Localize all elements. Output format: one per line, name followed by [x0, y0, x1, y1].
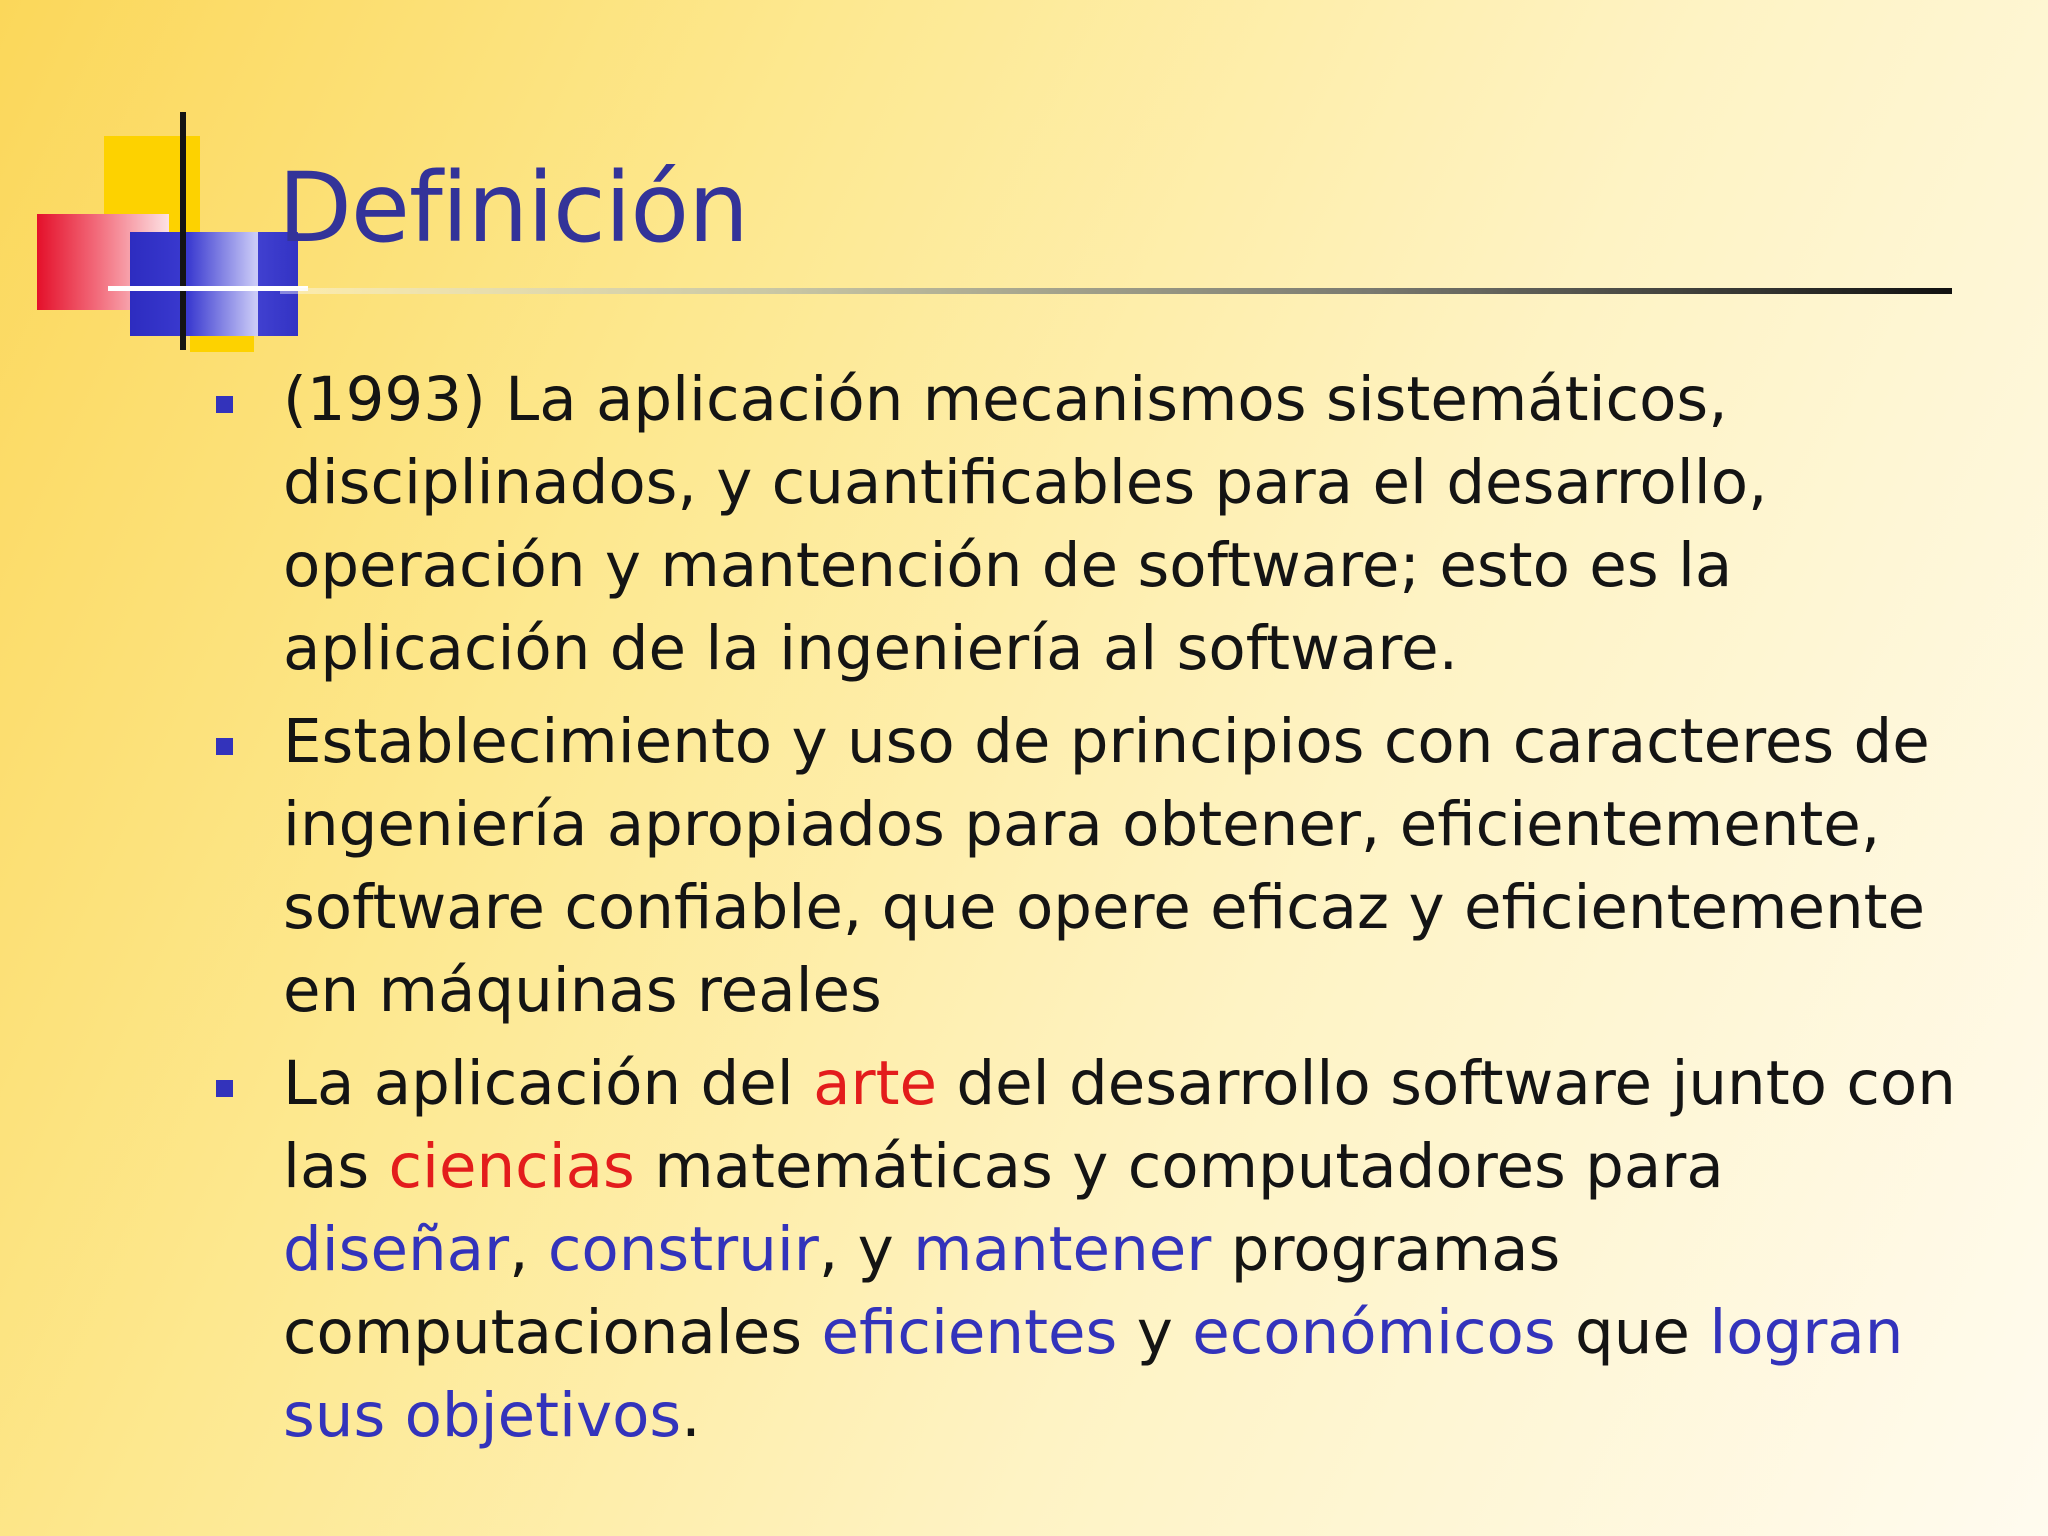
bullet-list: [0, 358, 2048, 1467]
bullet-text: (1993) La aplicación mecanismos sistemáticos, disciplinados, y cuantificables para el desarrollo, operación y mantención de software; esto es la aplicación de la ingeniería al software.: [283, 364, 1768, 684]
bullet-item: [0, 358, 2048, 690]
highlight-red-word: arte: [813, 1048, 938, 1119]
square-bullet-icon: [216, 738, 233, 755]
text-segment: , y: [818, 1214, 914, 1285]
title-underline: [280, 288, 1952, 294]
highlight-blue-word: construir: [547, 1214, 819, 1285]
decor-white-line: [108, 286, 308, 291]
slide-title: Definición: [278, 152, 748, 264]
square-bullet-icon: [216, 396, 233, 413]
text-segment: .: [681, 1380, 701, 1451]
highlight-blue-word: económicos: [1192, 1297, 1556, 1368]
square-bullet-icon: [216, 1080, 233, 1097]
highlight-blue-word: diseñar: [283, 1214, 510, 1285]
highlight-blue-word: logran sus objetivos: [283, 1297, 1904, 1451]
bullet-item: [0, 1042, 2048, 1457]
text-segment: del desarrollo software junto con las: [283, 1048, 1956, 1202]
highlight-red-word: ciencias: [388, 1131, 635, 1202]
bullet-item: [0, 700, 2048, 1032]
text-segment: que: [1555, 1297, 1710, 1368]
highlight-blue-word: mantener: [913, 1214, 1212, 1285]
bullet-text: Establecimiento y uso de principios con caracteres de ingeniería apropiados para obtener, eficientemente, software confiable, que opere eficaz y eficientemente en máquinas reales: [283, 706, 1930, 1026]
text-segment: y: [1117, 1297, 1193, 1368]
text-segment: La aplicación del: [283, 1048, 814, 1119]
text-segment: ,: [509, 1214, 548, 1285]
text-segment: programas computacionales: [283, 1214, 1561, 1368]
decor-vertical-line: [180, 112, 186, 350]
highlight-blue-word: eficientes: [821, 1297, 1118, 1368]
text-segment: matemáticas y computadores para: [634, 1131, 1724, 1202]
